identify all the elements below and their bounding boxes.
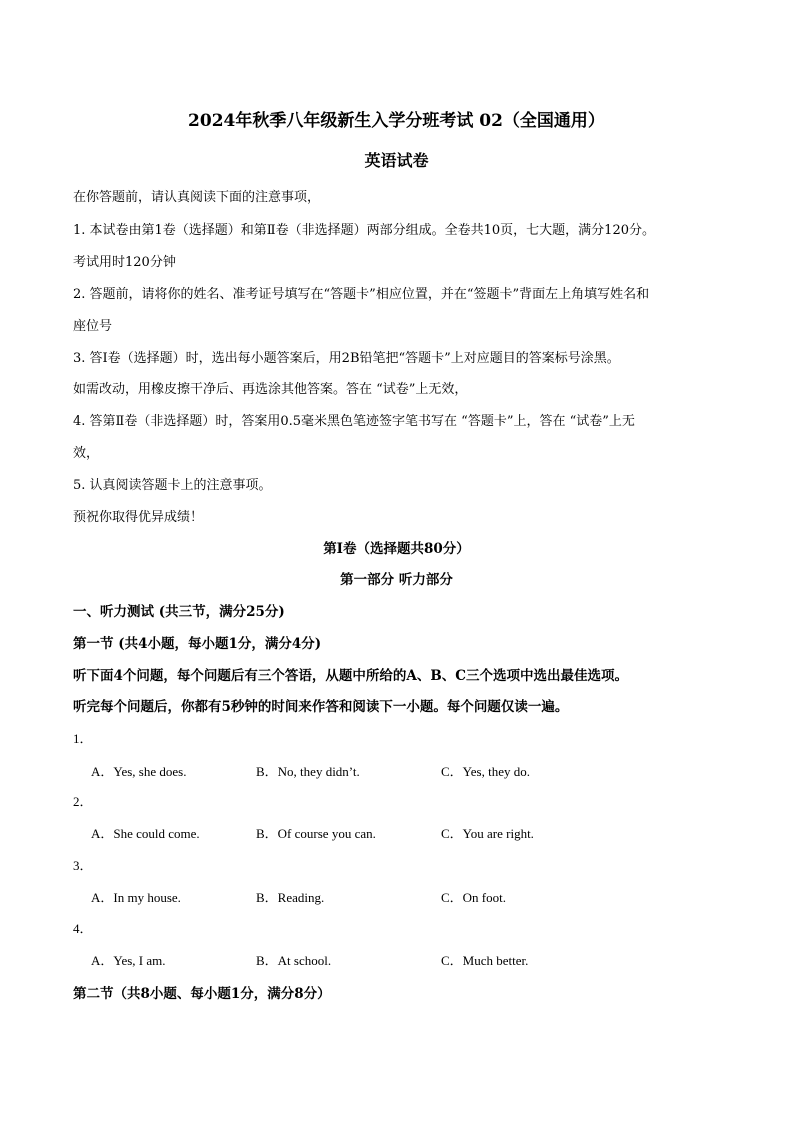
instruction-item-1: 1. 本试卷由第1卷（选择题）和第Ⅱ卷（非选择题）两部分组成。全卷共10页，七大题，满分120分。 — [73, 223, 655, 238]
option-a: A．Yes, I am. — [91, 953, 166, 968]
subsection-1-instruction-cont: 听完每个问题后，你都有5秒钟的时间来作答和阅读下一小题。每个问题仅读一遍。 — [73, 699, 569, 715]
exam-subtitle: 英语试卷 — [364, 151, 429, 170]
option-a: A．Yes, she does. — [91, 764, 187, 779]
instruction-item-5: 5. 认真阅读答题卡上的注意事项。 — [73, 478, 272, 493]
option-c: C．You are right. — [441, 826, 534, 841]
option-b: B．At school. — [256, 953, 332, 968]
section-title: 一、听力测试 (共三节，满分25分) — [73, 604, 285, 620]
option-c: C．Much better. — [441, 953, 529, 968]
instructions-intro: 在你答题前，请认真阅读下面的注意事项， — [73, 190, 321, 205]
part-heading: 第一部分 听力部分 — [340, 572, 453, 588]
option-b: B．No, they didn’t. — [256, 764, 360, 779]
instruction-item-4-cont: 效， — [73, 446, 100, 461]
option-c: C．On foot. — [441, 890, 507, 905]
question-number: 3． — [73, 858, 93, 873]
subsection-1-title: 第一节 (共4小题，每小题1分，满分4分) — [73, 636, 322, 652]
option-b: B．Reading. — [256, 890, 325, 905]
question-number: 4． — [73, 921, 93, 936]
question-number: 2． — [73, 794, 93, 809]
option-c: C．Yes, they do. — [441, 764, 530, 779]
question-number: 1． — [73, 731, 93, 746]
exam-title: 2024年秋季八年级新生入学分班考试 02（全国通用） — [188, 111, 605, 131]
volume-heading: 第Ⅰ卷（选择题共80分） — [323, 541, 470, 557]
subsection-2-title: 第二节（共8小题、每小题1分，满分8分） — [73, 986, 331, 1002]
instruction-item-3-cont: 如需改动，用橡皮擦干净后、再选涂其他答案。答在 “试卷”上无效， — [73, 382, 468, 397]
instruction-item-3: 3. 答Ⅰ卷（选择题）时，选出每小题答案后，用2B铅笔把“答题卡”上对应题目的答案标号涂黑。 — [73, 351, 620, 366]
subsection-1-instruction: 听下面4个问题，每个问题后有三个答语，从题中所给的A、B、C三个选项中选出最佳选项。 — [73, 668, 629, 684]
instruction-item-2: 2. 答题前，请将你的姓名、准考证号填写在“答题卡”相应位置，并在“签题卡”背面左上角填写姓名和 — [73, 287, 650, 302]
option-a: A．In my house. — [91, 890, 181, 905]
option-b: B．Of course you can. — [256, 826, 376, 841]
instruction-item-1-cont: 考试用时120分钟 — [73, 255, 176, 270]
instructions-wish: 预祝你取得优异成绩！ — [73, 510, 204, 525]
option-a: A．She could come. — [91, 826, 200, 841]
instruction-item-4: 4. 答第Ⅱ卷（非选择题）时，答案用0.5毫米黑色笔迹签字笔书写在 “答题卡”上，答在 “试卷”上无 — [73, 414, 635, 429]
instruction-item-2-cont: 座位号 — [73, 319, 113, 334]
